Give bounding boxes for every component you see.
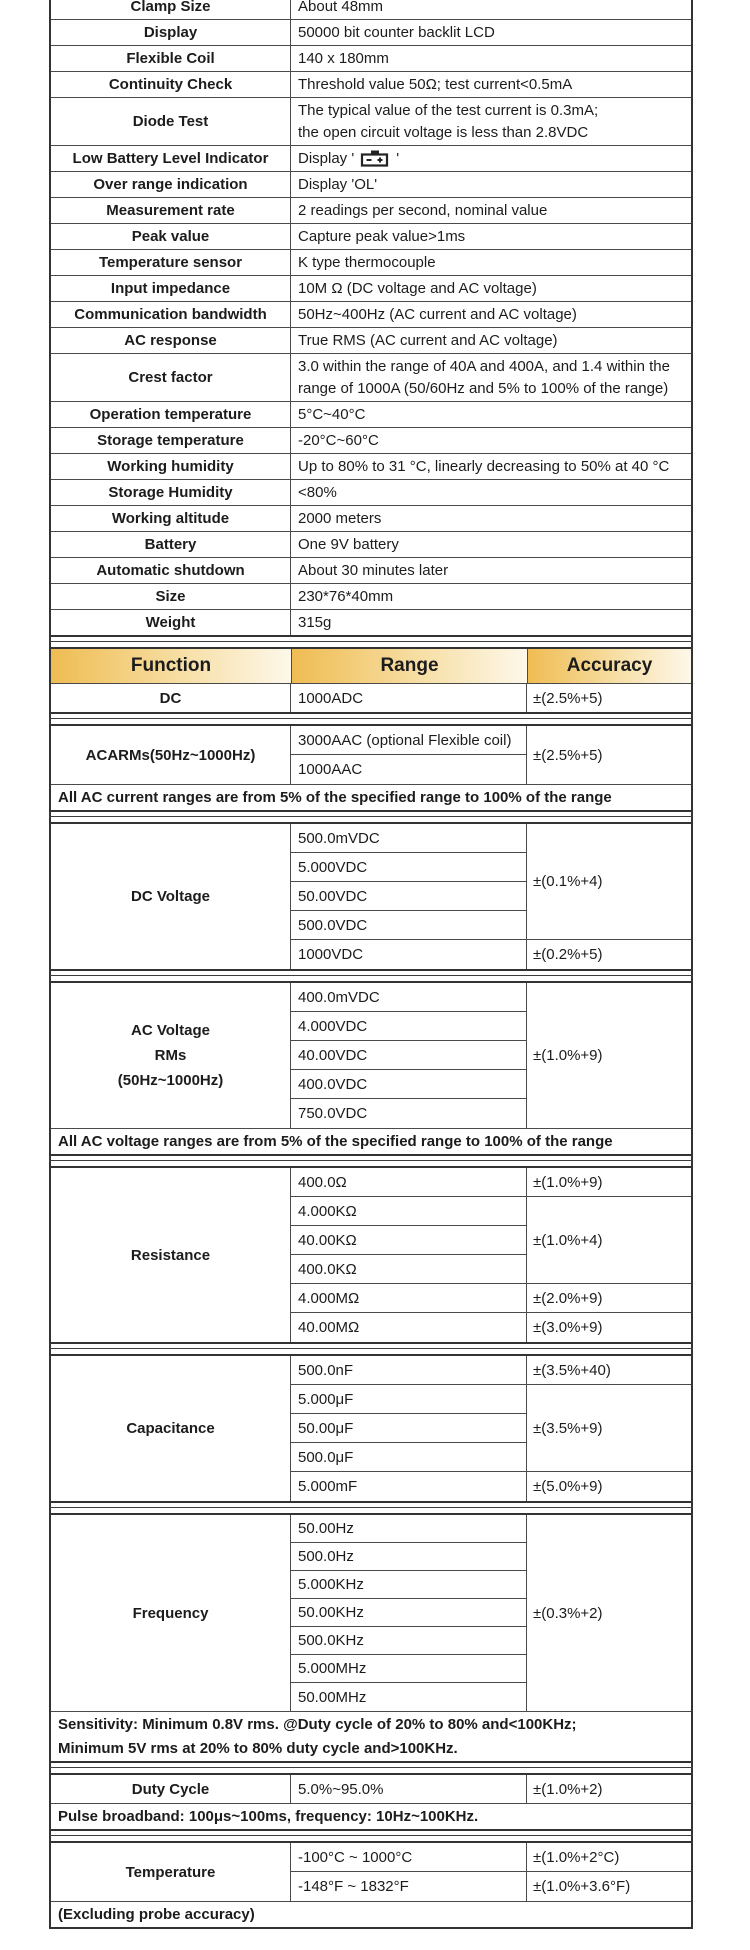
spec-label: Working humidity — [51, 454, 291, 479]
spec-value: 50000 bit counter backlit LCD — [298, 24, 495, 41]
sensitivity-note-line: Sensitivity: Minimum 0.8V rms. @Duty cycle of 20% to 80% and<100KHz; — [58, 1715, 577, 1733]
section-divider — [49, 812, 693, 822]
spec-value: 50Hz~400Hz (AC current and AC voltage) — [298, 306, 577, 323]
section-divider — [49, 1503, 693, 1513]
range-cell: 500.0nF — [291, 1356, 527, 1385]
range-cell: 1000ADC — [291, 684, 527, 712]
section-divider — [49, 637, 693, 647]
range-cell: 4.000VDC — [291, 1012, 527, 1041]
range-cell: 50.00Hz — [291, 1515, 527, 1543]
ac-current-section — [49, 724, 693, 812]
sensitivity-note-line: Minimum 5V rms at 20% to 80% duty cycle and>100KHz. — [58, 1739, 458, 1757]
dc-current-row — [51, 683, 691, 712]
range-cell: -100°C ~ 1000°C — [291, 1843, 527, 1872]
table-row — [51, 97, 691, 145]
spec-value: 5°C~40°C — [298, 406, 366, 423]
spec-label: Continuity Check — [51, 72, 291, 97]
function-label-line: RMs — [154, 1047, 187, 1064]
spec-value: 2 readings per second, nominal value — [298, 202, 548, 219]
spec-value — [291, 146, 691, 171]
spec-value: 2000 meters — [298, 510, 382, 527]
range-cell: 400.0mVDC — [291, 983, 527, 1012]
function-label: Duty Cycle — [51, 1775, 291, 1803]
accuracy-cell: ±(1.0%+3.6°F) — [533, 1878, 631, 1895]
accuracy-cell: ±(0.1%+4) — [527, 824, 691, 940]
range-cell: 50.00μF — [291, 1414, 527, 1443]
range-cell: 500.0VDC — [291, 911, 527, 940]
range-cell: 5.0%~95.0% — [291, 1775, 527, 1803]
spec-value-with-icon — [298, 150, 399, 167]
spec-value: Threshold value 50Ω; test current<0.5mA — [298, 76, 573, 93]
spec-value-text: Display ' — [298, 150, 355, 167]
function-label: DC — [51, 684, 291, 712]
spec-value: True RMS (AC current and AC voltage) — [298, 332, 558, 349]
table-row — [51, 557, 691, 583]
range-cell: 50.00MHz — [291, 1683, 527, 1711]
section-divider — [49, 714, 693, 724]
spec-label: Storage Humidity — [51, 480, 291, 505]
range-cell: 40.00VDC — [291, 1041, 527, 1070]
spec-label: Measurement rate — [51, 198, 291, 223]
table-row — [51, 353, 691, 401]
accuracy-cell: ±(2.0%+9) — [527, 1284, 691, 1313]
spec-label: AC response — [51, 328, 291, 353]
range-cell: 5.000VDC — [291, 853, 527, 882]
spec-value-line: The typical value of the test current is 0.3mA; — [298, 101, 599, 119]
spec-value-text: ' — [396, 150, 400, 167]
spec-value: About 30 minutes later — [298, 562, 449, 579]
range-cell: 400.0Ω — [291, 1168, 527, 1197]
function-label — [51, 983, 291, 1128]
range-cell: 40.00MΩ — [291, 1313, 527, 1342]
table-row — [51, 71, 691, 97]
table-row — [51, 531, 691, 557]
header-function: Function — [51, 649, 291, 683]
accuracy-cell: ±(1.0%+2°C) — [527, 1843, 691, 1872]
table-row — [51, 327, 691, 353]
spec-table — [49, 0, 693, 1929]
ac-voltage-note: All AC voltage ranges are from 5% of the specified range to 100% of the range — [51, 1128, 691, 1154]
resistance-section — [49, 1166, 693, 1344]
accuracy-cell: ±(1.0%+2) — [533, 1780, 603, 1798]
range-cell: 500.0mVDC — [291, 824, 527, 853]
spec-value: -20°C~60°C — [298, 432, 379, 449]
accuracy-cell: ±(3.5%+40) — [527, 1356, 691, 1385]
general-specs-table — [49, 0, 693, 637]
spec-label: Crest factor — [51, 354, 291, 401]
range-cell: 40.00KΩ — [291, 1226, 527, 1255]
function-label: Temperature — [51, 1843, 291, 1901]
range-cell: 1000VDC — [291, 940, 527, 969]
table-row — [51, 19, 691, 45]
range-cell: 1000AAC — [291, 755, 527, 784]
spec-label: Working altitude — [51, 506, 291, 531]
table-row — [51, 583, 691, 609]
section-divider — [49, 1156, 693, 1166]
spec-label: Operation temperature — [51, 402, 291, 427]
sensitivity-note — [51, 1711, 691, 1761]
spec-value: About 48mm — [298, 0, 384, 15]
section-divider — [49, 1344, 693, 1354]
spec-value: Up to 80% to 31 °C, linearly decreasing to 50% at 40 °C — [298, 458, 670, 475]
table-row — [51, 275, 691, 301]
spec-label: Clamp Size — [51, 0, 291, 19]
range-cell: 4.000MΩ — [291, 1284, 527, 1313]
accuracy-cell: ±(2.5%+5) — [533, 689, 603, 707]
function-label-line: (50Hz~1000Hz) — [117, 1072, 224, 1089]
spec-value: One 9V battery — [298, 536, 399, 553]
range-cell: 500.0μF — [291, 1443, 527, 1472]
header-accuracy: Accuracy — [527, 649, 691, 683]
capacitance-section — [49, 1354, 693, 1503]
range-cell: 4.000KΩ — [291, 1197, 527, 1226]
spec-value: 10M Ω (DC voltage and AC voltage) — [298, 280, 537, 297]
spec-value-line: the open circuit voltage is less than 2.8VDC — [298, 123, 589, 141]
pulse-broadband-note: Pulse broadband: 100μs~100ms, frequency: 10Hz~100KHz. — [51, 1803, 691, 1829]
spec-label: Peak value — [51, 224, 291, 249]
low-battery-icon — [360, 150, 390, 167]
spec-label: Storage temperature — [51, 428, 291, 453]
ac-current-note: All AC current ranges are from 5% of the specified range to 100% of the range — [51, 784, 691, 810]
spec-label: Temperature sensor — [51, 250, 291, 275]
accuracy-cell: ±(0.3%+2) — [533, 1604, 603, 1622]
spec-value: K type thermocouple — [298, 254, 436, 271]
spec-label: Flexible Coil — [51, 46, 291, 71]
range-cell: 750.0VDC — [291, 1099, 527, 1128]
function-label: Capacitance — [51, 1356, 291, 1501]
table-row — [51, 609, 691, 635]
spec-label: Communication bandwidth — [51, 302, 291, 327]
range-cell: 5.000μF — [291, 1385, 527, 1414]
spec-value: Capture peak value>1ms — [298, 228, 466, 245]
spec-label: Low Battery Level Indicator — [51, 146, 291, 171]
table-row — [51, 197, 691, 223]
range-cell: 50.00VDC — [291, 882, 527, 911]
probe-accuracy-note: (Excluding probe accuracy) — [51, 1901, 691, 1927]
accuracy-cell: ±(1.0%+4) — [527, 1197, 691, 1284]
accuracy-cell: ±(1.0%+9) — [527, 1168, 691, 1197]
spec-value: 230*76*40mm — [298, 588, 394, 605]
table-row — [51, 401, 691, 427]
temperature-section — [49, 1841, 693, 1929]
table-row — [51, 249, 691, 275]
spec-label: Weight — [51, 610, 291, 635]
spec-label: Diode Test — [51, 98, 291, 145]
header-range: Range — [291, 649, 527, 683]
table-row — [51, 427, 691, 453]
function-label-line: AC Voltage — [131, 1022, 210, 1039]
range-cell: 5.000MHz — [291, 1655, 527, 1683]
spec-value — [291, 98, 691, 145]
table-row — [51, 453, 691, 479]
range-cell: 500.0Hz — [291, 1543, 527, 1571]
range-cell: 3000AAC (optional Flexible coil) — [291, 726, 527, 755]
accuracy-cell: ±(5.0%+9) — [533, 1478, 603, 1495]
function-header-section — [49, 647, 693, 714]
ac-voltage-section — [49, 981, 693, 1156]
table-row — [51, 223, 691, 249]
function-label: ACARMs(50Hz~1000Hz) — [51, 726, 291, 784]
table-row — [51, 301, 691, 327]
range-cell: 5.000mF — [291, 1472, 527, 1501]
spec-value: <80% — [298, 484, 337, 501]
accuracy-cell: ±(3.0%+9) — [533, 1319, 603, 1336]
spec-value: Display 'OL' — [298, 176, 378, 193]
spec-value: 140 x 180mm — [298, 50, 389, 67]
table-row — [51, 0, 691, 19]
accuracy-cell: ±(0.2%+5) — [533, 946, 603, 963]
spec-value — [291, 354, 691, 401]
range-cell: 5.000KHz — [291, 1571, 527, 1599]
spec-label: Over range indication — [51, 172, 291, 197]
table-row — [51, 171, 691, 197]
function-table-header — [51, 649, 691, 683]
dc-voltage-section — [49, 822, 693, 971]
frequency-section — [49, 1513, 693, 1763]
spec-value-line: 3.0 within the range of 40A and 400A, and 1.4 within the — [298, 357, 670, 375]
range-cell: 500.0KHz — [291, 1627, 527, 1655]
accuracy-cell: ±(1.0%+9) — [533, 1047, 603, 1064]
section-divider — [49, 1763, 693, 1773]
spec-label: Automatic shutdown — [51, 558, 291, 583]
spec-label: Input impedance — [51, 276, 291, 301]
function-label: Frequency — [51, 1515, 291, 1711]
spec-label: Battery — [51, 532, 291, 557]
table-row — [51, 145, 691, 171]
range-cell: 400.0VDC — [291, 1070, 527, 1099]
table-row — [51, 505, 691, 531]
section-divider — [49, 1831, 693, 1841]
range-cell: -148°F ~ 1832°F — [291, 1872, 527, 1901]
range-cell: 400.0KΩ — [291, 1255, 527, 1284]
function-label: Resistance — [51, 1168, 291, 1342]
accuracy-cell: ±(2.5%+5) — [533, 746, 603, 764]
range-cell: 50.00KHz — [291, 1599, 527, 1627]
spec-label: Display — [51, 20, 291, 45]
table-row — [51, 45, 691, 71]
accuracy-cell: ±(3.5%+9) — [527, 1385, 691, 1472]
spec-value: 315g — [298, 614, 332, 631]
spec-value-line: range of 1000A (50/60Hz and 5% to 100% of the range) — [298, 379, 669, 397]
function-label: DC Voltage — [51, 824, 291, 969]
table-row — [51, 479, 691, 505]
spec-label: Size — [51, 584, 291, 609]
section-divider — [49, 971, 693, 981]
duty-cycle-section — [49, 1773, 693, 1831]
